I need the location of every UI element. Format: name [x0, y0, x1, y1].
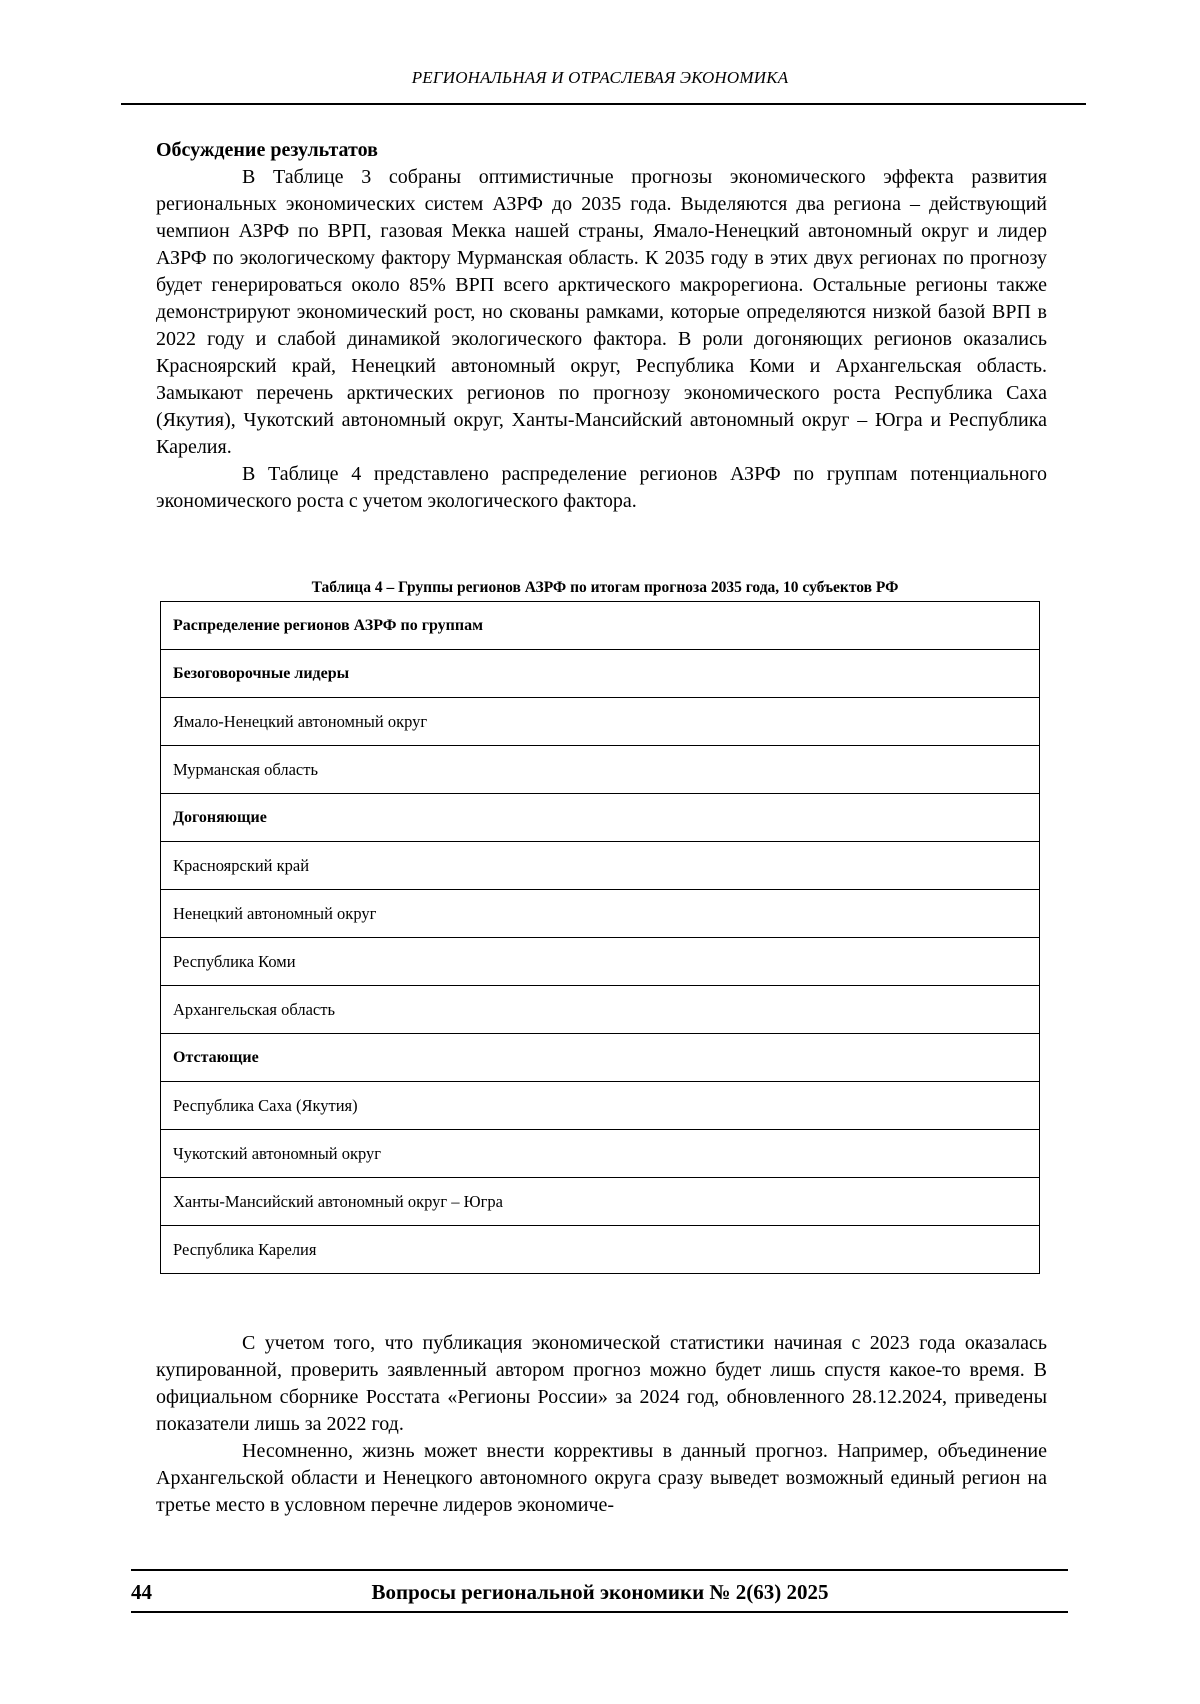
- table-cell: Ненецкий автономный округ: [161, 890, 1040, 938]
- table-cell: Распределение регионов АЗРФ по группам: [161, 602, 1040, 650]
- table-cell: Ханты-Мансийский автономный округ – Югра: [161, 1178, 1040, 1226]
- table-cell: Архангельская область: [161, 986, 1040, 1034]
- table-cell: Республика Коми: [161, 938, 1040, 986]
- footer-rule-top: [131, 1569, 1068, 1571]
- table-row: [161, 890, 1040, 938]
- footer-rule-bottom: [131, 1611, 1068, 1613]
- table-row: [161, 746, 1040, 794]
- group-row: [161, 794, 1040, 842]
- table-row: [161, 986, 1040, 1034]
- table-cell: Чукотский автономный округ: [161, 1130, 1040, 1178]
- table-row: [161, 1082, 1040, 1130]
- table-cell: Республика Саха (Якутия): [161, 1082, 1040, 1130]
- table-cell: Республика Карелия: [161, 1226, 1040, 1274]
- table-cell: Безоговорочные лидеры: [161, 650, 1040, 698]
- table-row: [161, 698, 1040, 746]
- section-heading: Обсуждение результатов: [156, 139, 378, 161]
- table-row: [161, 842, 1040, 890]
- table-caption: Таблица 4 – Группы регионов АЗРФ по итогам прогноза 2035 года, 10 субъектов РФ: [311, 579, 899, 596]
- table-row: [161, 1130, 1040, 1178]
- paragraph: В Таблице 4 представлено распределение регионов АЗРФ по группам потенциального экономического роста с учетом экологического фактора.: [156, 463, 1047, 512]
- table-row: [161, 1226, 1040, 1274]
- group-row: [161, 650, 1040, 698]
- regions-table: [160, 601, 1040, 1274]
- table-row: [161, 938, 1040, 986]
- body-text-top: [156, 137, 1047, 515]
- table-cell: Ямало-Ненецкий автономный округ: [161, 698, 1040, 746]
- table-cell: Догоняющие: [161, 794, 1040, 842]
- header-rule: [121, 103, 1086, 105]
- table-cell: Мурманская область: [161, 746, 1040, 794]
- paragraph: Несомненно, жизнь может внести коррективы в данный прогноз. Например, объединение Архангельской области и Ненецкого автономного округа сразу выведет возможный единый регион на третье место в условном перечне лидеров экономиче-: [156, 1440, 1047, 1516]
- table-cell: Отстающие: [161, 1034, 1040, 1082]
- body-text-bottom: [156, 1330, 1047, 1519]
- page-number: 44: [131, 1580, 152, 1604]
- group-row: [161, 1034, 1040, 1082]
- footer: [0, 1576, 1200, 1608]
- journal-title: Вопросы региональной экономики № 2(63) 2025: [371, 1580, 829, 1604]
- table-row: [161, 1178, 1040, 1226]
- table-header-row: [161, 602, 1040, 650]
- table-cell: Красноярский край: [161, 842, 1040, 890]
- running-head: РЕГИОНАЛЬНАЯ И ОТРАСЛЕВАЯ ЭКОНОМИКА: [411, 68, 789, 87]
- paragraph: В Таблице 3 собраны оптимистичные прогнозы экономического эффекта развития региональных экономических систем АЗРФ до 2035 года. Выделяются два региона – действующий чемпион АЗРФ по ВРП, газовая Мекка нашей страны, Ямало-Ненецкий автономный округ и лидер АЗРФ по экологическому фактору Мурманская область. К 2035 году в этих двух регионах по прогнозу будет генерироваться около 85% ВРП всего арктического макрорегиона. Остальные регионы также демонстрируют экономический рост, но скованы рамками, которые определяются низкой базой ВРП в 2022 году и слабой динамикой экологического фактора. В роли догоняющих регионов оказались Красноярский край, Ненецкий автономный округ, Республика Коми и Архангельская область. Замыкают перечень арктических регионов по прогнозу экономического роста Республика Саха (Якутия), Чукотский автономный округ, Ханты-Мансийский автономный округ – Югра и Республика Карелия.: [156, 166, 1047, 458]
- paragraph: С учетом того, что публикация экономической статистики начиная с 2023 года оказалась купированной, проверить заявленный автором прогноз можно будет лишь спустя какое-то время. В официальном сборнике Росстата «Регионы России» за 2024 год, обновленного 28.12.2024, приведены показатели лишь за 2022 год.: [156, 1332, 1047, 1435]
